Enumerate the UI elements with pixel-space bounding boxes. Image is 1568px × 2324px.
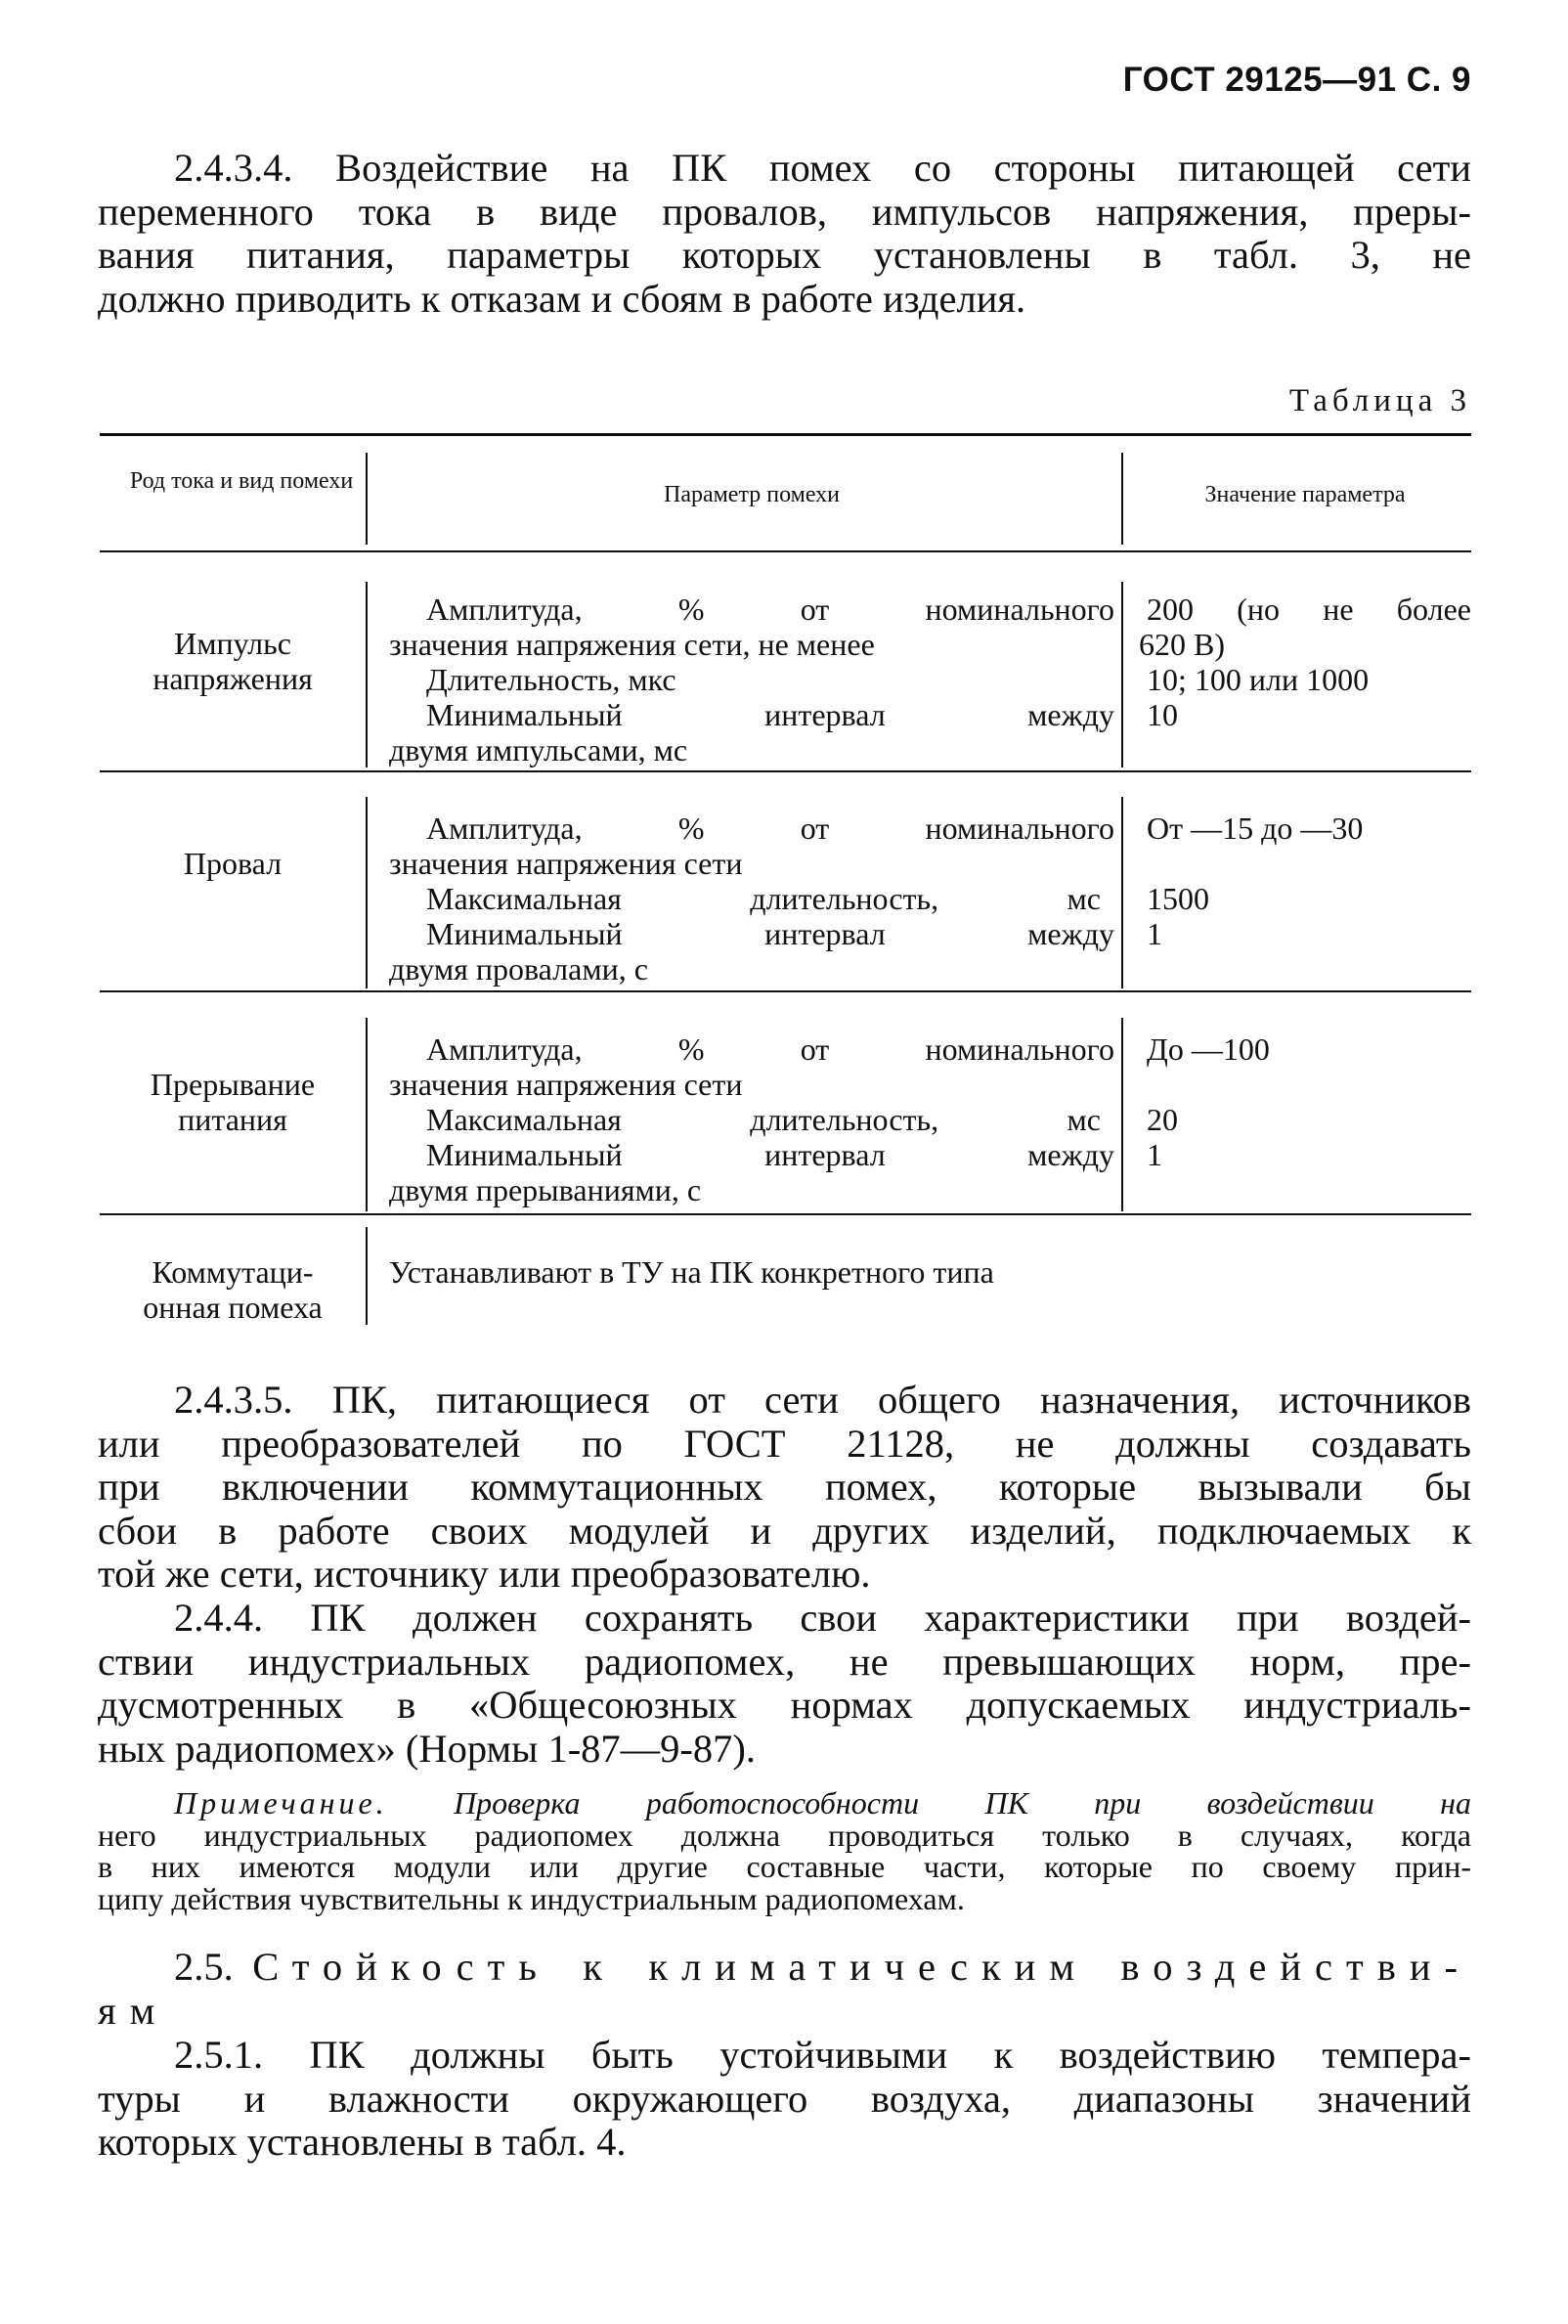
text-line: ствии индустриальных радиопомех, не превышающих норм, пре-: [98, 1639, 1471, 1684]
row-params-dip: [389, 811, 1114, 987]
param-line: значения напряжения сети: [389, 1067, 743, 1102]
value-line: 200 (но не более: [1147, 592, 1471, 627]
param-line: Длительность, мкс: [426, 662, 676, 697]
text-line: той же сети, источнику или преобразователю.: [98, 1552, 871, 1596]
paragraph-2-4-3-4: [98, 147, 1471, 321]
table-caption: Таблица 3: [1288, 383, 1471, 418]
text-line: должно приводить к отказам и сбоям в работе изделия.: [98, 276, 1026, 321]
note-text: Проверка работоспособности ПК при воздействии на: [454, 1785, 1472, 1820]
param-line: Амплитуда, % от номинального: [426, 1031, 1114, 1067]
row-params-impulse: [389, 592, 1114, 767]
param-line: двумя провалами, с: [389, 951, 648, 987]
row-values-interruption: [1139, 1031, 1471, 1172]
value-line: 1500: [1147, 881, 1209, 916]
param-line: Амплитуда, % от номинального: [426, 592, 1114, 627]
text-line: переменного тока в виде провалов, импульсов напряжения, преры-: [98, 189, 1471, 234]
param-line: Амплитуда, % от номинального: [426, 811, 1114, 846]
value-line: 10; 100 или 1000: [1147, 662, 1370, 697]
column-divider: [1121, 582, 1123, 767]
param-line: Устанавливают в ТУ на ПК конкретного типа: [389, 1254, 994, 1290]
row-kind-impulse: [100, 626, 366, 696]
section-heading-2-5: [98, 1946, 1471, 2033]
section-title-line-2: ям: [98, 1988, 169, 2033]
table-header-value: Значение параметра: [1204, 482, 1406, 507]
text-line: дусмотренных в «Общесоюзных нормах допускаемых индустриаль-: [98, 1683, 1471, 1727]
row-kind-interruption: [100, 1067, 366, 1137]
column-divider: [366, 1227, 368, 1325]
param-line: Минимальный интервал между: [426, 916, 1114, 951]
value-line: 620 В): [1139, 627, 1225, 662]
row-kind-switching: [100, 1254, 366, 1325]
param-line: двумя прерываниями, с: [389, 1172, 702, 1207]
text-line: 2.4.3.4. Воздействие на ПК помех со стороны питающей сети: [174, 146, 1471, 190]
param-line: двумя импульсами, мс: [389, 732, 688, 767]
param-line: значения напряжения сети, не менее: [389, 627, 875, 662]
row-rule: [100, 990, 1471, 992]
text-line: при включении коммутационных помех, которые вызывали бы: [98, 1465, 1471, 1509]
paragraph-2-4-4: [98, 1597, 1471, 1771]
param-line: Минимальный интервал между: [426, 697, 1114, 732]
param-line: Минимальный интервал между: [426, 1137, 1114, 1172]
row-params-switching: [389, 1254, 1114, 1290]
text-line: 2.5.1. ПК должны быть устойчивыми к воздействию темпера-: [174, 2033, 1471, 2077]
heading-line: [98, 1946, 1471, 1990]
value-line: До —100: [1147, 1031, 1270, 1067]
text-line: 2.4.4. ПК должен сохранять свои характеристики при воздей-: [174, 1596, 1471, 1640]
param-line: значения напряжения сети: [389, 846, 743, 881]
page-header: ГОСТ 29125—91 С. 9: [1122, 61, 1471, 99]
section-title-line-1: Стойкость к климатическим воздействи-: [252, 1945, 1471, 1989]
paragraph-2-5-1: [98, 2034, 1471, 2165]
column-divider: [366, 797, 368, 988]
text-line: или преобразователей по ГОСТ 21128, не должны создавать: [98, 1421, 1471, 1466]
column-divider: [1121, 1018, 1123, 1211]
column-divider: [366, 582, 368, 767]
value-line: 1: [1147, 1137, 1162, 1172]
section-number: 2.5.: [174, 1945, 234, 1989]
param-line: Максимальная длительность, мс: [426, 881, 1101, 916]
table-top-rule: [100, 433, 1471, 436]
kind-line: онная помеха: [143, 1290, 323, 1325]
kind-line: Провал: [183, 846, 283, 881]
param-line: Максимальная длительность, мс: [426, 1102, 1101, 1137]
column-divider: [366, 453, 368, 545]
row-params-interruption: [389, 1031, 1114, 1207]
row-kind-dip: [100, 846, 366, 881]
header-rule: [100, 550, 1471, 552]
note-line: ципу действия чувствительны к индустриальным радиопомехам.: [98, 1880, 965, 1916]
text-line: вания питания, параметры которых установлены в табл. 3, не: [98, 233, 1471, 277]
note-line: в них имеются модули или другие составные части, которые по своему прин-: [98, 1849, 1471, 1884]
kind-line: напряжения: [152, 661, 313, 696]
column-divider: [366, 1018, 368, 1211]
table-header-param: Параметр помехи: [663, 482, 840, 507]
text-line: которых установлены в табл. 4.: [98, 2120, 627, 2164]
value-line: 1: [1147, 916, 1162, 951]
row-values-dip: [1139, 811, 1471, 951]
value-line: 10: [1147, 697, 1178, 732]
note-block: [98, 1787, 1471, 1914]
value-line: 20: [1147, 1102, 1178, 1137]
note-line: [98, 1787, 1471, 1820]
value-line: От —15 до —30: [1147, 811, 1364, 846]
note-line: него индустриальных радиопомех должна проводиться только в случаях, когда: [98, 1817, 1471, 1853]
text-line: ных радиопомех» (Нормы 1-87—9-87).: [98, 1726, 757, 1771]
text-line: 2.4.3.5. ПК, питающиеся от сети общего назначения, источников: [174, 1378, 1471, 1422]
note-label: Примечание.: [174, 1785, 388, 1820]
text-line: туры и влажности окружающего воздуха, диапазоны значений: [98, 2076, 1471, 2121]
text-line: сбои в работе своих модулей и других изделий, подключаемых к: [98, 1508, 1471, 1553]
row-rule: [100, 1213, 1471, 1215]
kind-line: Прерывание: [150, 1067, 316, 1102]
table-header-kind: Род тока и вид помехи: [129, 468, 354, 494]
column-divider: [1121, 797, 1123, 988]
paragraph-2-4-3-5: [98, 1379, 1471, 1597]
row-values-impulse: [1139, 592, 1471, 732]
row-rule: [100, 770, 1471, 772]
kind-line: питания: [178, 1102, 287, 1137]
kind-line: Коммутаци-: [152, 1254, 314, 1290]
kind-line: Импульс: [174, 626, 291, 661]
column-divider: [1121, 453, 1123, 545]
